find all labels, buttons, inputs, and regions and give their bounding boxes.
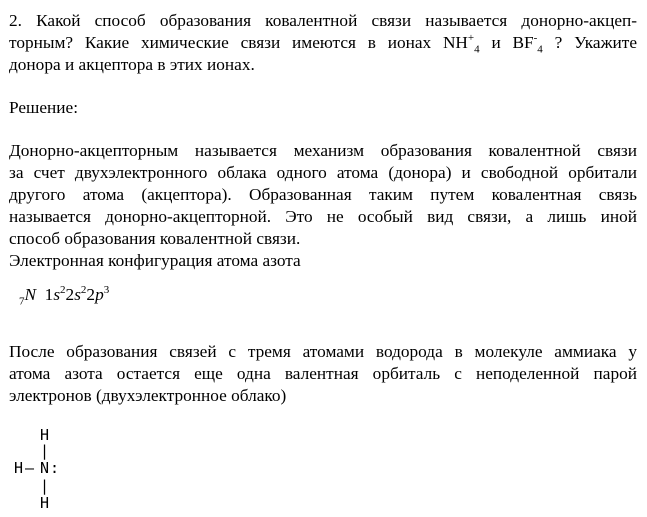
- paragraph-line: атома азота остается еще одна валентная орбиталь с неподеленной парой: [9, 364, 637, 383]
- element-symbol: N: [24, 285, 37, 304]
- orbital-exponent: 3: [103, 284, 110, 297]
- orbital-exponent: 2: [60, 284, 66, 297]
- hydrogen-bottom: H: [40, 494, 50, 512]
- paragraph-ammonia: [9, 341, 637, 407]
- question-line-1: 2. Какой способ образования ковалентной связи называется донорно-акцеп-: [9, 11, 637, 30]
- electron-config-label: Электронная конфигурация атома азота: [9, 251, 301, 270]
- bond-left: —: [25, 459, 35, 477]
- question-line-2-start: торным? Какие химические связи имеются в ионах NH: [9, 33, 468, 52]
- paragraph-line: называется донорно-акцепторной. Это не особый вид связи, а лишь иной: [9, 207, 637, 226]
- bond-top: |: [40, 442, 50, 460]
- nh4-index: 4: [474, 43, 480, 56]
- nh4-charge: +: [467, 32, 475, 45]
- bf4-charge: -: [533, 32, 538, 45]
- ammonia-structure: [14, 427, 94, 513]
- orbital-letter: p: [95, 285, 104, 304]
- question-line-2-end: ? Укажите: [542, 33, 637, 52]
- paragraph-line: После образования связей с тремя атомами водорода в молекуле аммиака у: [9, 342, 637, 361]
- atomic-number: 7: [19, 295, 25, 308]
- question-line-2-middle: и BF: [479, 33, 534, 52]
- paragraph-definition: [9, 140, 637, 250]
- nitrogen-atom: N: [40, 459, 50, 477]
- bond-bottom: |: [40, 477, 50, 495]
- orbital-coef: 1: [44, 285, 54, 304]
- orbital-coef: 2: [86, 285, 96, 304]
- paragraph-line: электронов (двухэлектронное облако): [9, 386, 287, 405]
- paragraph-line: способ образования ковалентной связи.: [9, 229, 301, 248]
- orbital-letter: s: [74, 285, 81, 304]
- orbital-coef: 2: [65, 285, 75, 304]
- paragraph-line: Донорно-акцепторным называется механизм образования ковалентной связи: [9, 141, 637, 160]
- lone-pair: :: [50, 459, 60, 477]
- orbital-letter: s: [53, 285, 61, 304]
- paragraph-line: за счет двухэлектронного облака одного атома (донора) и свободной орбитали: [9, 163, 637, 182]
- question-line-2: [9, 32, 637, 54]
- hydrogen-left: H: [14, 459, 24, 477]
- bf4-index: 4: [537, 43, 543, 56]
- question-line-3: донора и акцептора в этих ионах.: [9, 55, 255, 74]
- orbital-exponent: 2: [80, 284, 87, 297]
- electron-config-formula: [19, 284, 109, 306]
- hydrogen-top: H: [40, 426, 50, 444]
- paragraph-line: другого атома (акцептора). Образованная таким путем ковалентная связь: [9, 185, 637, 204]
- solution-label: Решение:: [9, 98, 78, 117]
